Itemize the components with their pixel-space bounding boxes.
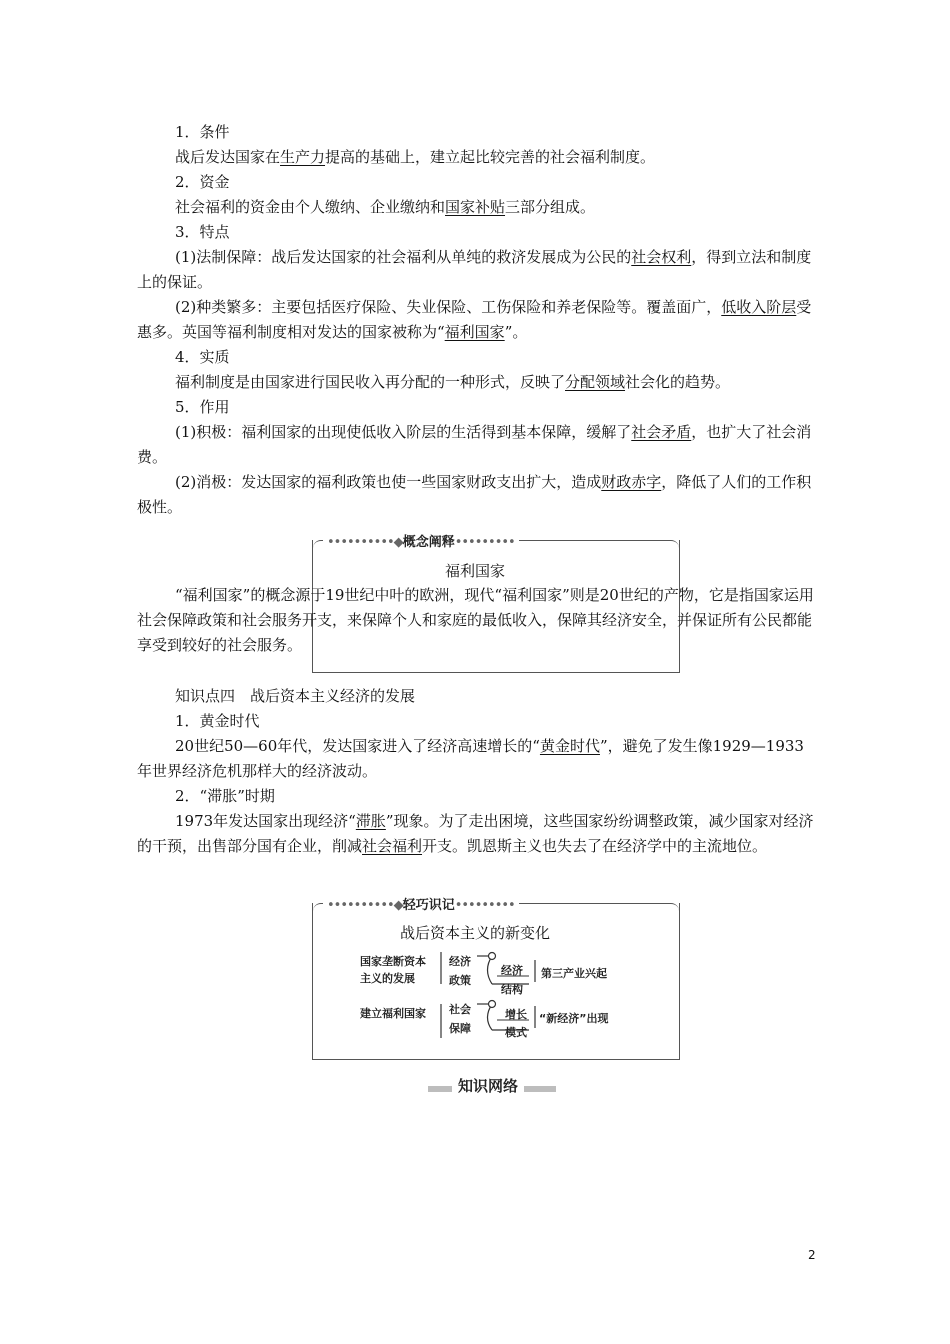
memory-title: 战后资本主义的新变化 xyxy=(399,924,550,942)
para-essence: 福利制度是由国家进行国民收入再分配的一种形式，反映了分配领域社会化的趋势。 xyxy=(175,373,731,391)
para-feature-1: (1)法制保障：战后发达国家的社会福利从单纯的救济发展成为公民的社会权利，得到立法和制度上的保证。 xyxy=(137,248,812,291)
section-heading: 知识点四 战后资本主义经济的发展 xyxy=(175,687,416,705)
concept-body xyxy=(137,583,817,658)
diag-social: 社会 xyxy=(449,1003,471,1016)
para-feature-2: (2)种类繁多：主要包括医疗保险、失业保险、工伤保险和养老保险等。覆盖面广，低收入阶层受惠多。英国等福利制度相对发达的国家被称为“福利国家”。 xyxy=(137,298,812,341)
para-conditions: 战后发达国家在生产力提高的基础上，建立起比较完善的社会福利制度。 xyxy=(175,148,656,166)
para-effect-1: (1)积极：福利国家的出现使低收入阶层的生活得到基本保障，缓解了社会矛盾，也扩大了社会消费。 xyxy=(137,423,812,466)
concept-title: 福利国家 xyxy=(444,562,505,580)
concept-body-text: “福利国家”的概念源于19世纪中叶的欧洲，现代“福利国家”则是20世纪的产物，它是指国家运用社会保障政策和社会服务开支，来保障个人和家庭的最低收入，保障其经济安全，并保证所有公民都能享受到较好的社会服务。 xyxy=(137,586,814,654)
heading-funds: 2．资金 xyxy=(175,173,230,191)
heading-effects: 5．作用 xyxy=(175,398,230,416)
heading-golden-age: 1．黄金时代 xyxy=(175,712,260,730)
heading-conditions: 1．条件 xyxy=(175,123,230,141)
diag-state-monopoly-1: 国家垄断资本 xyxy=(360,955,426,968)
knowledge-network-label: 知识网络 xyxy=(452,1075,524,1096)
knowledge-network-title xyxy=(428,1073,556,1099)
dots-decoration: ••••••••• xyxy=(454,535,515,550)
diag-model: 模式 xyxy=(505,1026,527,1039)
memory-box-tag: ••••••••••◆轻巧识记••••••••• xyxy=(323,894,519,913)
diag-structure: 结构 xyxy=(501,983,523,996)
welfare-section xyxy=(137,120,817,520)
para-effect-2: (2)消极：发达国家的福利政策也使一些国家财政支出扩大，造成财政赤字，降低了人们的工作积极性。 xyxy=(137,473,812,516)
diag-state-monopoly-2: 主义的发展 xyxy=(360,972,415,985)
dots-decoration: ••••••••••◆ xyxy=(327,535,403,550)
heading-essence: 4．实质 xyxy=(175,348,230,366)
diag-security: 保障 xyxy=(449,1022,471,1035)
concept-box-bottom-border xyxy=(313,664,679,673)
diag-economic-2: 经济 xyxy=(501,964,523,977)
page-number: 2 xyxy=(808,1248,816,1262)
para-stagflation: 1973年发达国家出现经济“滞胀”现象。为了走出困境，这些国家纷纷调整政策，减少国家对经济的干预，出售部分国有企业，削减社会福利开支。凯恩斯主义也失去了在经济学中的主流地位。 xyxy=(137,812,814,855)
diag-welfare-state: 建立福利国家 xyxy=(360,1007,426,1020)
heading-features: 3．特点 xyxy=(175,223,230,241)
heading-stagflation: 2．“滞胀”时期 xyxy=(175,787,275,805)
para-funds: 社会福利的资金由个人缴纳、企业缴纳和国家补贴三部分组成。 xyxy=(175,198,596,216)
economy-section xyxy=(137,684,817,859)
dots-decoration: ••••••••••◆ xyxy=(327,898,403,913)
diag-economic-1: 经济 xyxy=(449,955,471,968)
diag-growth: 增长 xyxy=(505,1008,527,1021)
concept-box-tag: ••••••••••◆概念阐释••••••••• xyxy=(323,531,519,550)
change-diagram xyxy=(355,948,655,1043)
diag-new-economy: “新经济”出现 xyxy=(539,1012,609,1025)
dots-decoration: ••••••••• xyxy=(454,898,515,913)
diag-policy: 政策 xyxy=(449,974,471,987)
diag-tertiary: 第三产业兴起 xyxy=(541,967,607,980)
para-golden-age: 20世纪50—60年代，发达国家进入了经济高速增长的“黄金时代”，避免了发生像1929—1933年世界经济危机那样大的经济波动。 xyxy=(137,737,804,780)
memory-box-bottom-border xyxy=(313,1051,679,1060)
